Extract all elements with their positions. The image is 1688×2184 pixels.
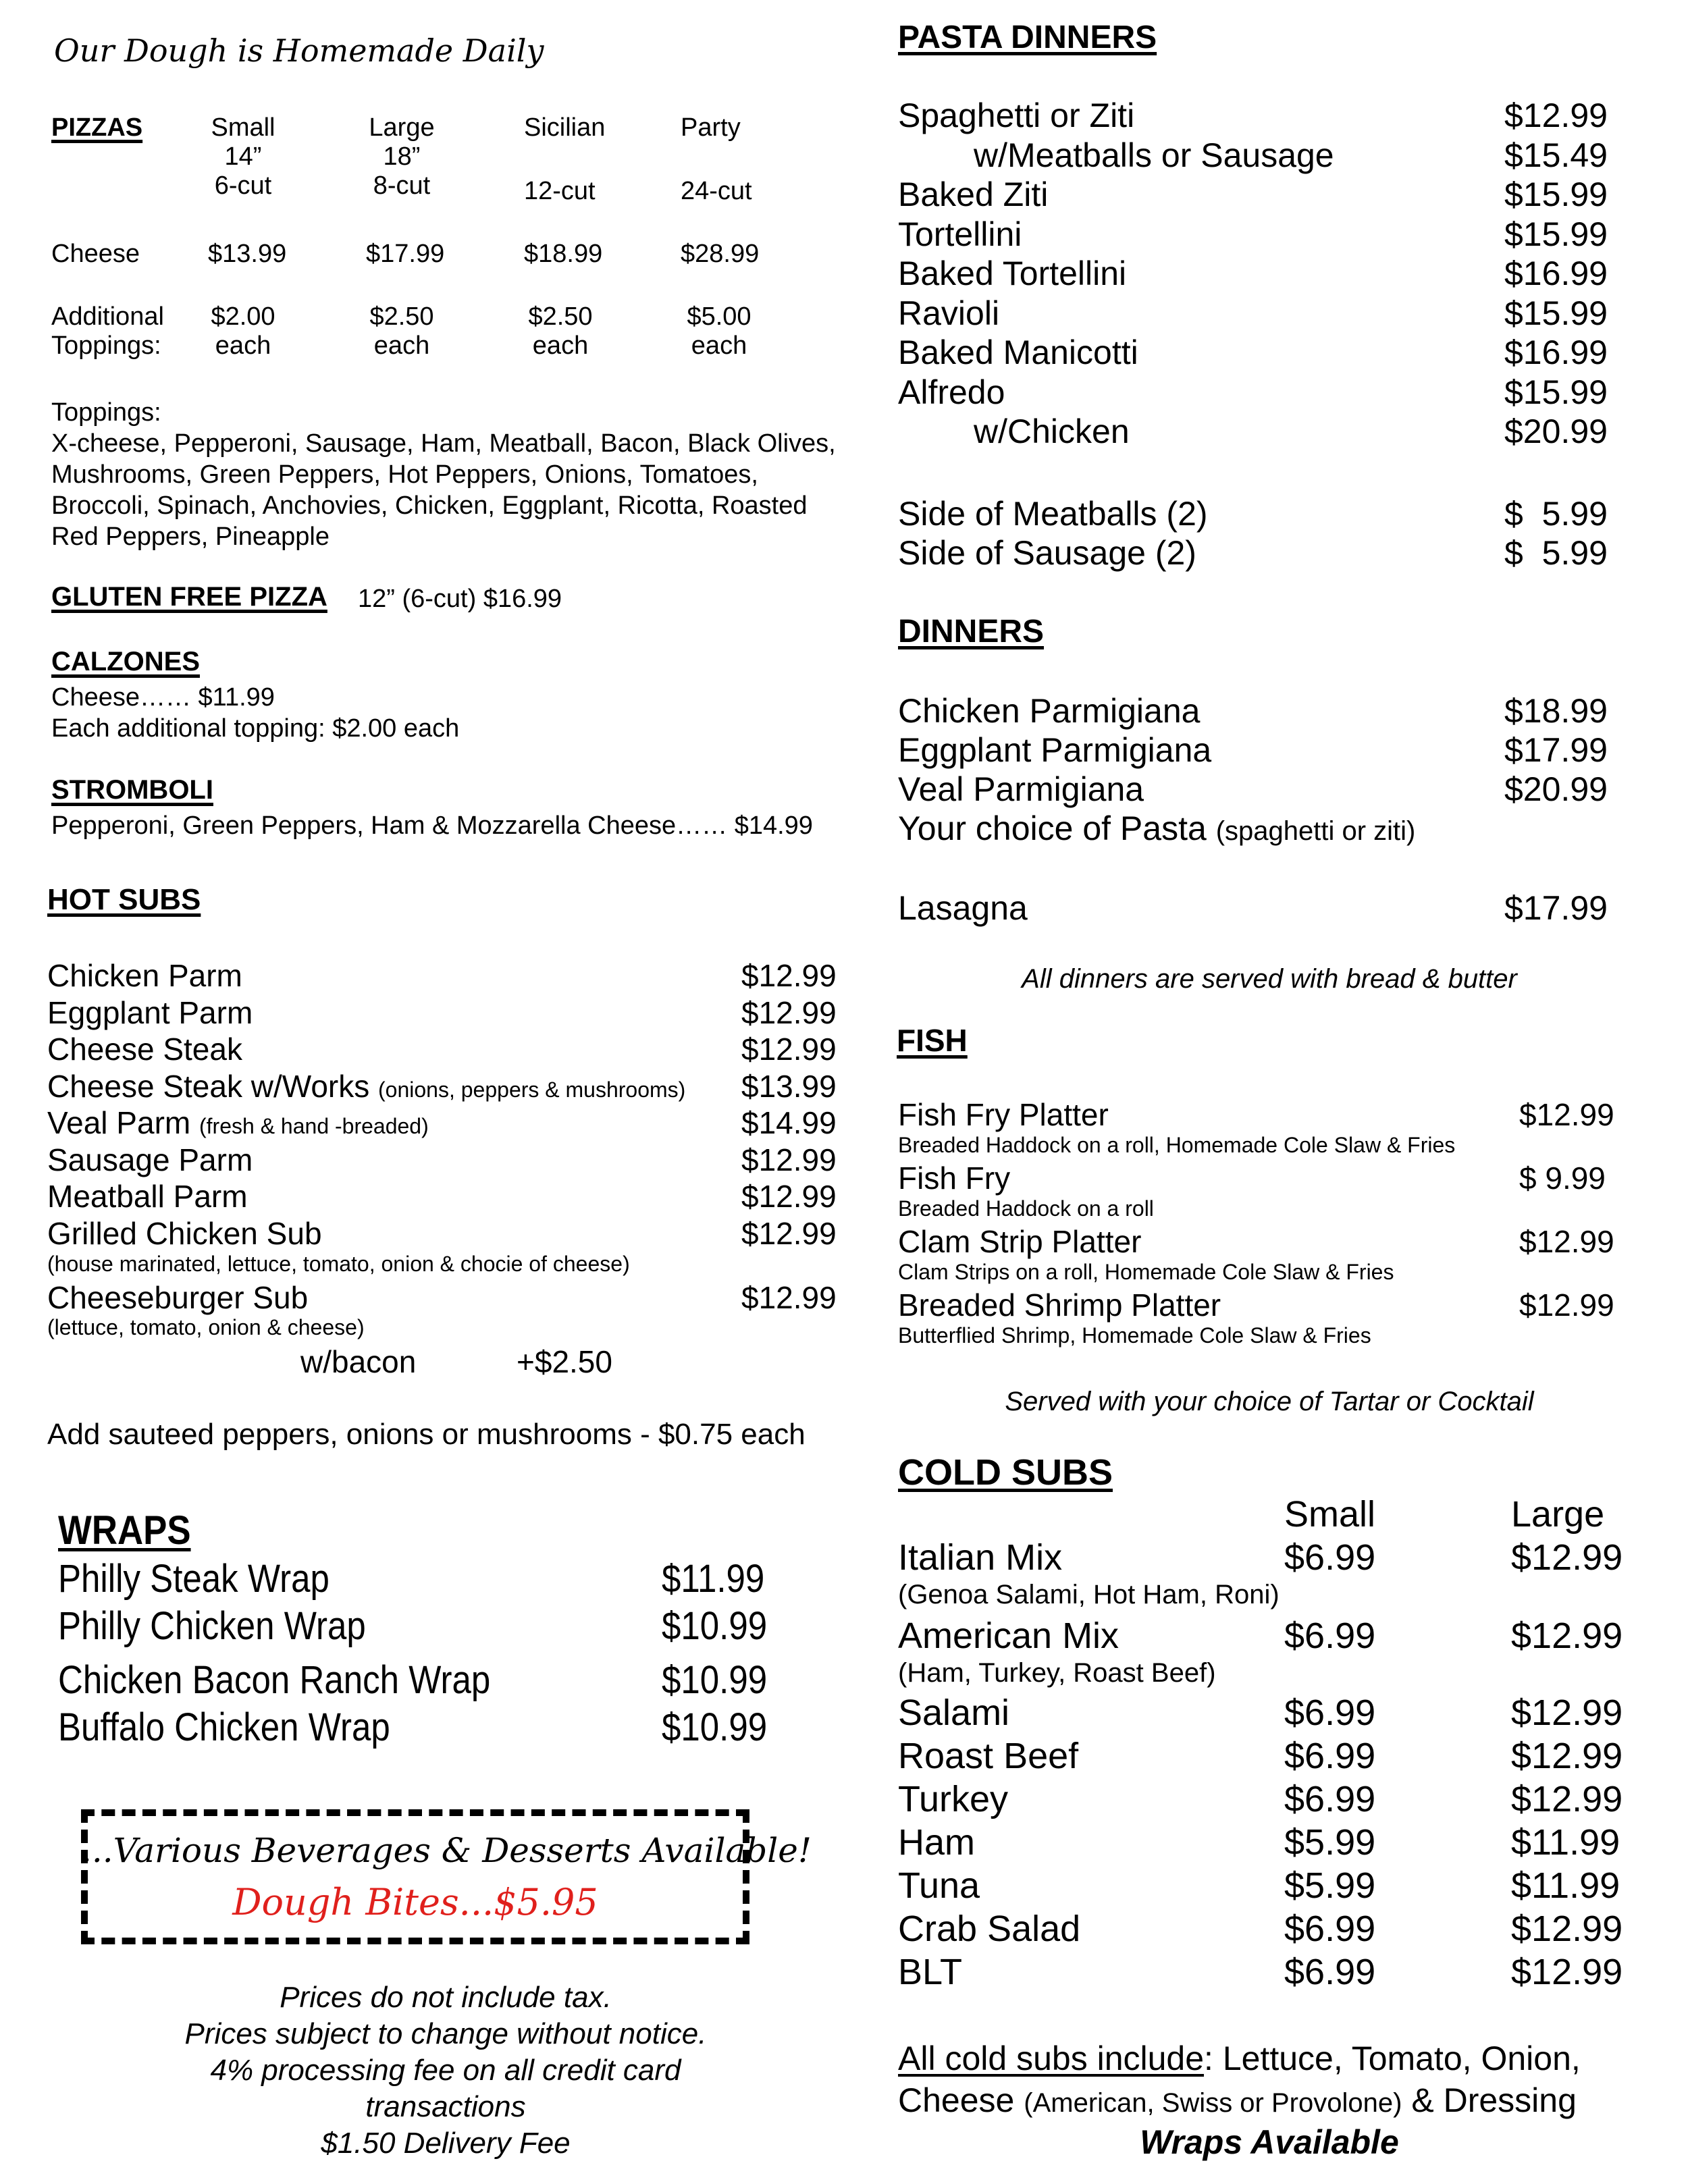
pizza-size-party-name: Party bbox=[681, 113, 741, 142]
cold-sub-large-price: $12.99 bbox=[1511, 1779, 1623, 1819]
wrap-name-3: Chicken Bacon Ranch Wrap bbox=[58, 1658, 491, 1702]
grilled-chicken-note: (house marinated, lettuce, tomato, onion & chocie of cheese) bbox=[47, 1252, 630, 1276]
cold-sub-desc: (Ham, Turkey, Roast Beef) bbox=[898, 1658, 1216, 1688]
cold-subs-includes-line1: All cold subs include: Lettuce, Tomato, Onion, bbox=[898, 2040, 1581, 2077]
hot-sub-price: $13.99 bbox=[741, 1068, 837, 1104]
wraps-title: WRAPS bbox=[58, 1508, 191, 1553]
cold-sub-large-price: $12.99 bbox=[1511, 1952, 1623, 1992]
additional-price-party: $5.00 each bbox=[687, 302, 751, 360]
dinner-chicken-name: Chicken Parmigiana bbox=[898, 692, 1201, 730]
pizzas-title: PIZZAS bbox=[51, 113, 143, 142]
hot-sub-name: Cheese Steak bbox=[47, 1032, 242, 1067]
pasta-item-price: $15.99 bbox=[1504, 215, 1608, 253]
side-sausage-name: Side of Sausage (2) bbox=[898, 534, 1196, 572]
dinner-veal-price: $20.99 bbox=[1504, 770, 1608, 808]
dinner-veal-name: Veal Parmigiana bbox=[898, 770, 1144, 808]
pasta-item-price: $16.99 bbox=[1504, 255, 1608, 292]
side-meatballs-name: Side of Meatballs (2) bbox=[898, 495, 1208, 533]
hot-sub-name: Chicken Parm bbox=[47, 958, 242, 993]
bacon-label: w/bacon bbox=[300, 1344, 417, 1379]
side-meatballs-price: $ 5.99 bbox=[1504, 495, 1608, 533]
stromboli-line: Pepperoni, Green Peppers, Ham & Mozzarella Cheese…… $14.99 bbox=[51, 811, 813, 840]
cheese-price-sicilian: $18.99 bbox=[524, 240, 603, 268]
pasta-item-name: Alfredo bbox=[898, 373, 1005, 411]
hot-sub-item bbox=[47, 957, 242, 994]
cheese-price-large: $17.99 bbox=[366, 240, 445, 268]
stromboli-title: STROMBOLI bbox=[51, 775, 213, 805]
pizza-size-party-cut: 24-cut bbox=[681, 177, 752, 205]
hot-sub-price: $12.99 bbox=[741, 1215, 837, 1251]
cold-sub-name: Crab Salad bbox=[898, 1909, 1081, 1949]
cold-sub-name: Tuna bbox=[898, 1865, 980, 1906]
pasta-item-name: Baked Tortellini bbox=[898, 255, 1127, 292]
cold-sub-small-price: $6.99 bbox=[1284, 1779, 1376, 1819]
wrap-name-2: Philly Chicken Wrap bbox=[58, 1604, 366, 1648]
wrap-name-1: Philly Steak Wrap bbox=[58, 1557, 329, 1601]
pasta-item-name: Baked Manicotti bbox=[898, 334, 1138, 371]
cold-sub-name: Roast Beef bbox=[898, 1736, 1079, 1776]
additional-price-sicilian: $2.50 each bbox=[528, 302, 593, 360]
dinner-lasagna-price: $17.99 bbox=[1504, 889, 1608, 927]
wrap-price-1: $11.99 bbox=[662, 1557, 765, 1601]
hot-sub-name: Eggplant Parm bbox=[47, 994, 253, 1030]
fish-title: FISH bbox=[897, 1023, 968, 1058]
promo-beverages: ...Various Beverages & Desserts Available! bbox=[81, 1831, 812, 1870]
cold-subs-title: COLD SUBS bbox=[898, 1452, 1113, 1493]
pizza-size-sicilian-cut: 12-cut bbox=[524, 177, 596, 205]
wrap-price-2: $10.99 bbox=[662, 1604, 768, 1648]
cheeseburger-sub-note: (lettuce, tomato, onion & cheese) bbox=[47, 1315, 365, 1339]
side-sausage-price: $ 5.99 bbox=[1504, 534, 1608, 572]
hot-sub-price: $12.99 bbox=[741, 1032, 837, 1067]
pasta-item-price: $15.49 bbox=[1504, 136, 1608, 174]
cold-sub-desc: (Genoa Salami, Hot Ham, Roni) bbox=[898, 1580, 1280, 1609]
dinner-eggplant-name: Eggplant Parmigiana bbox=[898, 731, 1212, 769]
fish-item-price: $12.99 bbox=[1519, 1097, 1614, 1132]
hot-subs-addon: Add sauteed peppers, onions or mushrooms - $0.75 each bbox=[47, 1418, 806, 1451]
dinners-note: All dinners are served with bread & butter bbox=[1022, 964, 1517, 994]
cold-sub-large-price: $12.99 bbox=[1511, 1909, 1623, 1949]
footer-notes: Prices do not include tax. Prices subject to change without notice. 4% processing fee on all credit card transactions $1.50 Delivery Fee bbox=[184, 1981, 707, 2160]
calzones-topping: Each additional topping: $2.00 each bbox=[51, 714, 460, 743]
fish-note: Served with your choice of Tartar or Cocktail bbox=[1005, 1387, 1534, 1416]
hot-sub-item bbox=[47, 1178, 248, 1215]
hot-sub-item bbox=[47, 1142, 253, 1178]
calzones-cheese: Cheese…… $11.99 bbox=[51, 683, 275, 712]
cheese-label: Cheese bbox=[51, 240, 140, 268]
cold-sub-large-price: $11.99 bbox=[1511, 1865, 1620, 1906]
gluten-free-detail: 12” (6-cut) $16.99 bbox=[358, 585, 562, 613]
fish-item-desc: Clam Strips on a roll, Homemade Cole Slaw & Fries bbox=[898, 1260, 1394, 1284]
hot-sub-price: $12.99 bbox=[741, 958, 837, 993]
hot-sub-item bbox=[47, 1104, 429, 1141]
hot-sub-name: Sausage Parm bbox=[47, 1142, 253, 1177]
hot-sub-price: $12.99 bbox=[741, 1142, 837, 1177]
wrap-price-4: $10.99 bbox=[662, 1705, 768, 1749]
hot-sub-name: Cheese Steak w/Works bbox=[47, 1068, 370, 1104]
wrap-price-3: $10.99 bbox=[662, 1658, 768, 1702]
pizza-size-large: Large 18” 8-cut bbox=[369, 113, 435, 200]
cold-subs-includes-line2: Cheese (American, Swiss or Provolone) & Dressing bbox=[898, 2081, 1577, 2119]
cold-sub-name: BLT bbox=[898, 1952, 963, 1992]
cheese-price-small: $13.99 bbox=[208, 240, 287, 268]
cold-sub-small-price: $6.99 bbox=[1284, 1736, 1376, 1776]
cold-sub-name: Turkey bbox=[898, 1779, 1009, 1819]
pasta-item-price: $15.99 bbox=[1504, 294, 1608, 332]
fish-item-name: Fish Fry Platter bbox=[898, 1097, 1109, 1132]
fish-item-desc: Breaded Haddock on a roll, Homemade Cole Slaw & Fries bbox=[898, 1133, 1456, 1157]
fish-item-desc: Breaded Haddock on a roll bbox=[898, 1196, 1154, 1221]
pasta-item-price: $15.99 bbox=[1504, 176, 1608, 213]
pasta-item-name: Tortellini bbox=[898, 215, 1022, 253]
cold-sub-large-price: $12.99 bbox=[1511, 1537, 1623, 1578]
cheeseburger-sub-price: $12.99 bbox=[741, 1280, 837, 1315]
additional-price-small: $2.00 each bbox=[211, 302, 275, 360]
pasta-item-name: w/Meatballs or Sausage bbox=[974, 136, 1334, 174]
hot-sub-name: Veal Parm bbox=[47, 1105, 191, 1140]
cold-sub-small-price: $6.99 bbox=[1284, 1616, 1376, 1656]
cold-sub-large-price: $11.99 bbox=[1511, 1822, 1620, 1863]
fish-item-name: Clam Strip Platter bbox=[898, 1224, 1142, 1259]
promo-box bbox=[81, 1809, 812, 1944]
cheeseburger-sub-name: Cheeseburger Sub bbox=[47, 1280, 309, 1315]
bacon-price: +$2.50 bbox=[517, 1344, 612, 1379]
fish-item-price: $12.99 bbox=[1519, 1224, 1614, 1259]
pasta-item-price: $20.99 bbox=[1504, 412, 1608, 450]
cold-sub-name: Ham bbox=[898, 1822, 976, 1863]
fish-item-name: Breaded Shrimp Platter bbox=[898, 1287, 1221, 1323]
cold-sub-name: Salami bbox=[898, 1693, 1010, 1733]
pasta-item-name: Baked Ziti bbox=[898, 176, 1049, 213]
promo-dough-bites: Dough Bites...$5.95 bbox=[232, 1881, 598, 1923]
pasta-item-price: $16.99 bbox=[1504, 334, 1608, 371]
gluten-free-title: GLUTEN FREE PIZZA bbox=[51, 582, 327, 612]
cold-sub-small-price: $6.99 bbox=[1284, 1537, 1376, 1578]
hot-sub-item bbox=[47, 1215, 322, 1252]
hot-sub-name: Meatball Parm bbox=[47, 1179, 248, 1214]
cold-sub-small-price: $6.99 bbox=[1284, 1693, 1376, 1733]
cold-sub-large-price: $12.99 bbox=[1511, 1616, 1623, 1656]
wrap-name-4: Buffalo Chicken Wrap bbox=[58, 1705, 390, 1749]
hot-sub-note: (fresh & hand -breaded) bbox=[199, 1114, 429, 1138]
cold-sub-small-price: $5.99 bbox=[1284, 1865, 1376, 1906]
cold-sub-name: American Mix bbox=[898, 1616, 1119, 1656]
tagline: Our Dough is Homemade Daily bbox=[54, 32, 544, 69]
pasta-item-price: $12.99 bbox=[1504, 97, 1608, 134]
wraps-available: Wraps Available bbox=[1140, 2123, 1399, 2161]
cold-sub-small-price: $6.99 bbox=[1284, 1909, 1376, 1949]
dinners-title: DINNERS bbox=[898, 614, 1045, 649]
hot-sub-note: (onions, peppers & mushrooms) bbox=[378, 1077, 686, 1102]
hot-sub-price: $12.99 bbox=[741, 994, 837, 1030]
cold-sub-large-price: $12.99 bbox=[1511, 1736, 1623, 1776]
hot-sub-price: $12.99 bbox=[741, 1179, 837, 1214]
hot-subs-title: HOT SUBS bbox=[47, 883, 201, 916]
additional-price-large: $2.50 each bbox=[369, 302, 434, 360]
fish-item-name: Fish Fry bbox=[898, 1161, 1011, 1196]
fish-item-desc: Butterflied Shrimp, Homemade Cole Slaw & Fries bbox=[898, 1323, 1371, 1348]
toppings-list: Toppings: X-cheese, Pepperoni, Sausage, Ham, Meatball, Bacon, Black Olives, Mushrooms, Green Peppers, Hot Peppers, Onions, Tomatoes, Broccoli, Spinach, Anchovies, Chicken, Eggplant, Ricotta, Roasted Red Peppers, Pineapple bbox=[51, 398, 836, 551]
cold-subs-col-small: Small bbox=[1284, 1494, 1376, 1535]
hot-sub-item bbox=[47, 994, 253, 1031]
hot-sub-price: $14.99 bbox=[741, 1105, 837, 1140]
dinner-chicken-price: $18.99 bbox=[1504, 692, 1608, 730]
pasta-item-name: Spaghetti or Ziti bbox=[898, 97, 1135, 134]
hot-sub-item bbox=[47, 1031, 242, 1067]
calzones-title: CALZONES bbox=[51, 647, 200, 676]
dinner-eggplant-price: $17.99 bbox=[1504, 731, 1608, 769]
dinner-lasagna-name: Lasagna bbox=[898, 889, 1028, 927]
hot-sub-item bbox=[47, 1068, 685, 1104]
pasta-item-price: $15.99 bbox=[1504, 373, 1608, 411]
cold-sub-small-price: $5.99 bbox=[1284, 1822, 1376, 1863]
fish-item-price: $12.99 bbox=[1519, 1287, 1614, 1323]
pasta-item-name: Ravioli bbox=[898, 294, 1000, 332]
hot-sub-name: Grilled Chicken Sub bbox=[47, 1215, 322, 1251]
pizza-size-sicilian-name: Sicilian bbox=[524, 113, 606, 142]
cold-sub-large-price: $12.99 bbox=[1511, 1693, 1623, 1733]
cold-sub-name: Italian Mix bbox=[898, 1537, 1063, 1578]
cold-subs-col-large: Large bbox=[1511, 1494, 1605, 1535]
additional-label: Additional Toppings: bbox=[51, 302, 164, 360]
cold-sub-small-price: $6.99 bbox=[1284, 1952, 1376, 1992]
cheese-price-party: $28.99 bbox=[681, 240, 760, 268]
pasta-item-name: w/Chicken bbox=[974, 412, 1130, 450]
pasta-title: PASTA DINNERS bbox=[898, 20, 1157, 55]
fish-item-price: $ 9.99 bbox=[1519, 1161, 1606, 1196]
dinner-pasta-choice: Your choice of Pasta (spaghetti or ziti) bbox=[898, 809, 1416, 847]
pizza-size-small: Small 14” 6-cut bbox=[211, 113, 275, 200]
